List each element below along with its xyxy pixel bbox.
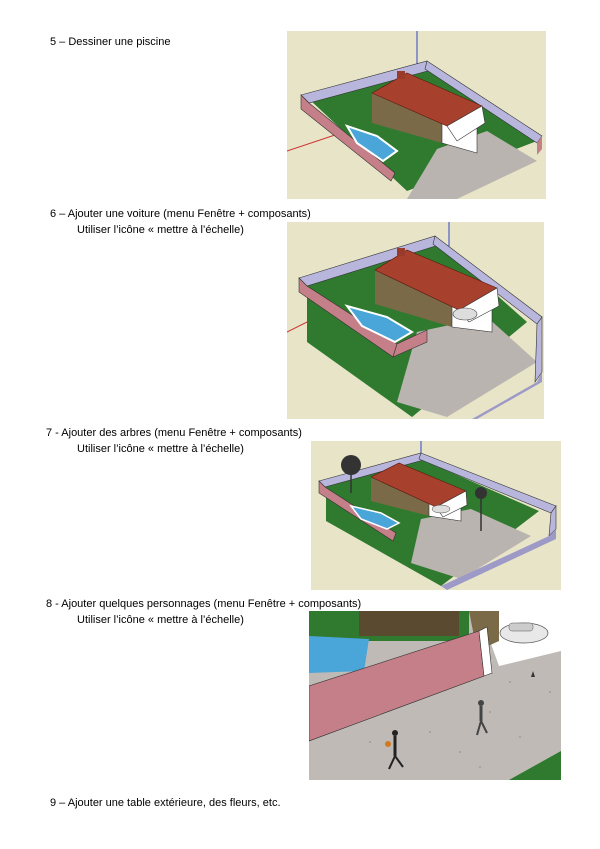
step-5-model-image [287,31,546,199]
step-7-model-image [311,441,561,590]
step-6-note: Utiliser l’icône « mettre à l’échelle) [77,224,244,236]
step-8-title: 8 - Ajouter quelques personnages (menu Fenêtre + composants) [46,598,362,610]
step-7-note: Utiliser l’icône « mettre à l’échelle) [77,443,244,455]
step-8-note: Utiliser l’icône « mettre à l’échelle) [77,614,244,626]
step-6-title: 6 – Ajouter une voiture (menu Fenêtre + composants) [50,208,311,220]
step-8-model-image [309,611,561,780]
step-6-model-image [287,222,544,419]
step-9-title: 9 – Ajouter une table extérieure, des fleurs, etc. [50,797,281,809]
step-7-title: 7 - Ajouter des arbres (menu Fenêtre + composants) [46,427,302,439]
step-5-title: 5 – Dessiner une piscine [50,36,171,48]
